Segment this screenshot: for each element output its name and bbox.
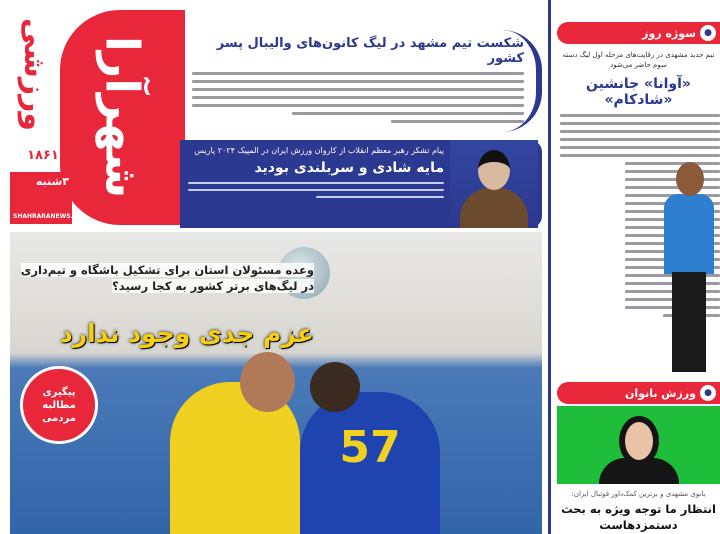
main-subheadline: وعده مسئولان استان برای تشکیل باشگاه و تیم‌داری در لیگ‌های برتر کشور به کجا رسید؟ xyxy=(20,263,314,293)
leader-kicker: پیام تشکر رهبر معظم انقلاب از کاروان ورزش ایران در المپیک ۲۰۲۴ پاریس xyxy=(194,146,444,155)
logo-sub: ورزشی xyxy=(17,18,52,132)
referee-photo xyxy=(557,406,720,484)
website: SHAHRARANEWS.IR xyxy=(13,213,80,220)
date-box xyxy=(10,172,80,224)
top-story-body xyxy=(192,72,524,123)
section-kicker: بانوی مشهدی و برترین کمک‌داور فوتبال ایران: xyxy=(571,490,706,498)
day: ۳شنبه xyxy=(35,175,69,188)
portrait-image xyxy=(450,140,538,228)
sidebar xyxy=(553,0,720,534)
section-icon: ● xyxy=(700,385,716,401)
main-headline: عزم جدی وجود ندارد xyxy=(59,319,314,348)
top-story xyxy=(180,30,542,132)
section-header: ● ورزش بانوان xyxy=(557,382,720,404)
section-headline: انتظار ما توجه ویژه به بحث دستمزدهاست xyxy=(561,502,716,532)
jersey-number: 57 xyxy=(339,422,401,473)
top-story-headline: شکست تیم مشهد در لیگ کانون‌های والیبال پسر کشور xyxy=(216,36,524,66)
badge: پیگیری مطالبه مردمی xyxy=(20,366,98,444)
section-kicker: تیم جدید مشهدی در رقابت‌های مرحله اول لیگ دسته سوم حاضر می‌شود xyxy=(562,51,715,69)
player-photo xyxy=(660,162,718,372)
sidebar-section-2 xyxy=(557,382,720,533)
leader-body xyxy=(188,182,444,198)
logo: شهرآرا xyxy=(60,10,185,225)
issue-number: ۱۸۶۱ xyxy=(27,148,59,163)
section-icon: ● xyxy=(700,25,716,41)
leader-headline: مایه شادی و سربلندی بودید xyxy=(254,160,444,176)
section-headline: «آوانا» جانشین «شادکام» xyxy=(586,76,691,108)
leader-story xyxy=(180,140,542,228)
player-blue xyxy=(300,392,440,534)
column-divider xyxy=(548,0,551,534)
masthead xyxy=(0,0,180,232)
section-header: ● سوژه روز xyxy=(557,22,720,44)
